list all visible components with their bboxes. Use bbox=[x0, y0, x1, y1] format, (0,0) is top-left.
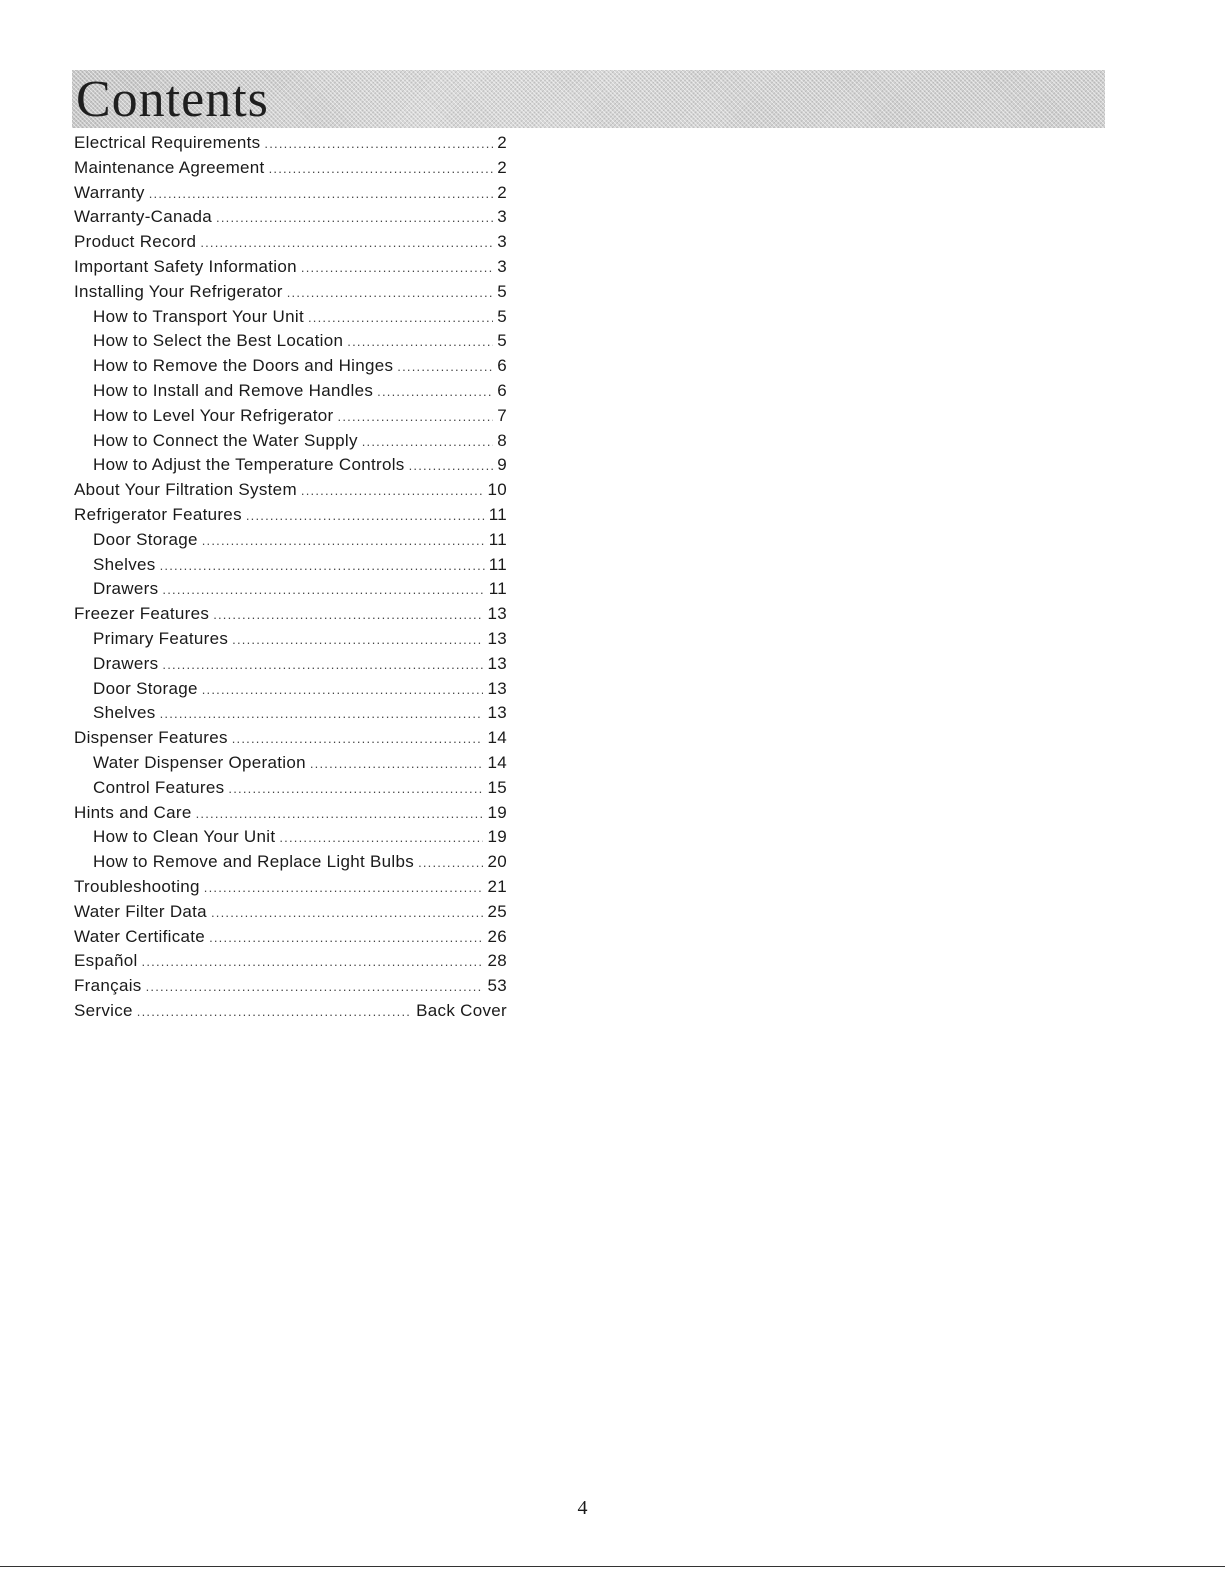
dot-leader bbox=[204, 876, 484, 901]
toc-entry-label: How to Remove and Replace Light Bulbs bbox=[93, 852, 415, 872]
toc-entry-label: Door Storage bbox=[93, 529, 198, 549]
toc-entry[interactable] bbox=[74, 131, 507, 156]
toc-entry-label: Service bbox=[74, 1000, 133, 1020]
toc-entry-page: 6 bbox=[497, 356, 507, 376]
toc-subentry[interactable] bbox=[74, 379, 507, 404]
toc-entry[interactable] bbox=[74, 726, 507, 751]
toc-entry-page: 15 bbox=[487, 777, 507, 797]
toc-entry-label: Shelves bbox=[93, 703, 156, 723]
toc-subentry[interactable] bbox=[74, 652, 507, 677]
toc-entry[interactable] bbox=[74, 602, 507, 627]
toc-entry-page: 53 bbox=[487, 976, 507, 996]
dot-leader bbox=[162, 653, 483, 678]
toc-entry-page: 5 bbox=[497, 306, 507, 326]
toc-entry-label: Water Certificate bbox=[74, 926, 206, 946]
toc-entry-label: How to Transport Your Unit bbox=[93, 306, 304, 326]
toc-entry-label: Troubleshooting bbox=[74, 876, 200, 896]
toc-entry-label: Shelves bbox=[93, 554, 156, 574]
toc-subentry[interactable] bbox=[74, 354, 507, 379]
dot-leader bbox=[362, 430, 493, 455]
toc-entry-label: Product Record bbox=[74, 232, 197, 252]
toc-entry[interactable] bbox=[74, 801, 507, 826]
toc-entry[interactable] bbox=[74, 230, 507, 255]
toc-entry-label: Français bbox=[74, 976, 142, 996]
toc-entry-page: 26 bbox=[487, 926, 507, 946]
dot-leader bbox=[216, 206, 493, 231]
dot-leader bbox=[160, 554, 485, 579]
toc-entry-label: How to Install and Remove Handles bbox=[93, 380, 374, 400]
toc-entry-page: 3 bbox=[497, 256, 507, 276]
toc-entry-page: 19 bbox=[487, 802, 507, 822]
toc-entry[interactable] bbox=[74, 974, 507, 999]
toc-entry-label: How to Connect the Water Supply bbox=[93, 430, 358, 450]
toc-entry-page: 3 bbox=[497, 207, 507, 227]
toc-entry[interactable] bbox=[74, 181, 507, 206]
toc-subentry[interactable] bbox=[74, 776, 507, 801]
toc-entry-page: 10 bbox=[487, 480, 507, 500]
toc-entry-page: 2 bbox=[497, 182, 507, 202]
toc-subentry[interactable] bbox=[74, 305, 507, 330]
toc-entry-label: Important Safety Information bbox=[74, 256, 297, 276]
toc-entry[interactable] bbox=[74, 900, 507, 925]
toc-entry-page: 28 bbox=[487, 951, 507, 971]
dot-leader bbox=[269, 157, 494, 182]
toc-entry-label: Dispenser Features bbox=[74, 728, 228, 748]
dot-leader bbox=[308, 306, 493, 331]
toc-entry-label: How to Remove the Doors and Hinges bbox=[93, 356, 394, 376]
toc-subentry[interactable] bbox=[74, 553, 507, 578]
toc-entry[interactable] bbox=[74, 205, 507, 230]
bottom-rule bbox=[0, 1566, 1225, 1567]
toc-entry[interactable] bbox=[74, 999, 507, 1024]
toc-entry-page: 5 bbox=[497, 281, 507, 301]
dot-leader bbox=[160, 702, 484, 727]
toc-subentry[interactable] bbox=[74, 577, 507, 602]
toc-entry[interactable] bbox=[74, 478, 507, 503]
dot-leader bbox=[200, 231, 493, 256]
dot-leader bbox=[338, 405, 494, 430]
toc-subentry[interactable] bbox=[74, 404, 507, 429]
toc-entry-page: 9 bbox=[497, 455, 507, 475]
dot-leader bbox=[162, 578, 484, 603]
toc-entry-label: Warranty bbox=[74, 182, 145, 202]
toc-entry-page: 2 bbox=[497, 133, 507, 152]
dot-leader bbox=[232, 628, 483, 653]
toc-entry-page: 7 bbox=[497, 405, 507, 425]
toc-entry-label: Door Storage bbox=[93, 678, 198, 698]
toc-entry-label: Maintenance Agreement bbox=[74, 157, 265, 177]
toc-entry-page: 20 bbox=[487, 852, 507, 872]
page-title: Contents bbox=[76, 71, 269, 128]
dot-leader bbox=[347, 330, 493, 355]
dot-leader bbox=[213, 603, 483, 628]
toc-entry-page: 14 bbox=[487, 752, 507, 772]
dot-leader bbox=[232, 727, 484, 752]
dot-leader bbox=[202, 678, 484, 703]
dot-leader bbox=[149, 182, 494, 207]
toc-entry-label: How to Clean Your Unit bbox=[93, 827, 276, 847]
toc-subentry[interactable] bbox=[74, 825, 507, 850]
toc-entry-label: Primary Features bbox=[93, 628, 229, 648]
toc-entry-label: Warranty-Canada bbox=[74, 207, 213, 227]
toc-entry-label: Installing Your Refrigerator bbox=[74, 281, 283, 301]
toc-entry-label: Drawers bbox=[93, 653, 159, 673]
toc-subentry[interactable] bbox=[74, 677, 507, 702]
toc-entry-label: Freezer Features bbox=[74, 604, 210, 624]
dot-leader bbox=[301, 479, 484, 504]
toc-entry-page: 25 bbox=[487, 901, 507, 921]
dot-leader bbox=[202, 529, 485, 554]
dot-leader bbox=[310, 752, 484, 777]
toc-entry-page: 11 bbox=[488, 529, 507, 549]
table-of-contents bbox=[74, 131, 507, 1024]
toc-subentry[interactable] bbox=[74, 701, 507, 726]
dot-leader bbox=[142, 950, 484, 975]
dot-leader bbox=[287, 281, 493, 306]
toc-subentry[interactable] bbox=[74, 850, 507, 875]
toc-entry-page: 19 bbox=[487, 827, 507, 847]
toc-subentry[interactable] bbox=[74, 751, 507, 776]
toc-entry-page: 13 bbox=[487, 628, 507, 648]
toc-entry-label: Electrical Requirements bbox=[74, 133, 261, 152]
toc-entry-label: Hints and Care bbox=[74, 802, 192, 822]
dot-leader bbox=[146, 975, 484, 1000]
toc-entry[interactable] bbox=[74, 280, 507, 305]
toc-entry-page: 5 bbox=[497, 331, 507, 351]
toc-entry[interactable] bbox=[74, 156, 507, 181]
toc-entry-label: How to Select the Best Location bbox=[93, 331, 344, 351]
toc-subentry[interactable] bbox=[74, 627, 507, 652]
toc-entry-label: Control Features bbox=[93, 777, 225, 797]
toc-entry-page: 2 bbox=[497, 157, 507, 177]
page-number: 4 bbox=[577, 1497, 588, 1519]
toc-entry[interactable] bbox=[74, 949, 507, 974]
toc-entry-page: 13 bbox=[487, 604, 507, 624]
toc-entry-page: 6 bbox=[497, 380, 507, 400]
toc-entry-label: Refrigerator Features bbox=[74, 504, 242, 524]
dot-leader bbox=[264, 132, 493, 157]
dot-leader bbox=[301, 256, 493, 281]
toc-subentry[interactable] bbox=[74, 453, 507, 478]
toc-entry-label: Drawers bbox=[93, 579, 159, 599]
dot-leader bbox=[209, 926, 483, 951]
dot-leader bbox=[137, 1000, 412, 1025]
dot-leader bbox=[409, 454, 494, 479]
dot-leader bbox=[228, 777, 483, 802]
toc-entry-page: 13 bbox=[487, 678, 507, 698]
toc-entry-page: Back Cover bbox=[416, 1000, 507, 1020]
toc-entry-page: 11 bbox=[488, 504, 507, 524]
toc-entry-label: How to Level Your Refrigerator bbox=[93, 405, 334, 425]
dot-leader bbox=[279, 826, 483, 851]
toc-entry[interactable] bbox=[74, 503, 507, 528]
toc-entry-page: 11 bbox=[488, 579, 507, 599]
toc-entry-label: Español bbox=[74, 951, 138, 971]
dot-leader bbox=[246, 504, 485, 529]
dot-leader bbox=[196, 802, 484, 827]
toc-entry-label: About Your Filtration System bbox=[74, 480, 297, 500]
toc-subentry[interactable] bbox=[74, 528, 507, 553]
dot-leader bbox=[211, 901, 484, 926]
toc-entry-label: How to Adjust the Temperature Controls bbox=[93, 455, 405, 475]
toc-entry-page: 3 bbox=[497, 232, 507, 252]
toc-entry-page: 8 bbox=[497, 430, 507, 450]
toc-entry-label: Water Dispenser Operation bbox=[93, 752, 306, 772]
toc-subentry[interactable] bbox=[74, 429, 507, 454]
toc-entry-page: 13 bbox=[487, 703, 507, 723]
toc-entry-page: 13 bbox=[487, 653, 507, 673]
toc-subentry[interactable] bbox=[74, 329, 507, 354]
dot-leader bbox=[418, 851, 483, 876]
toc-entry[interactable] bbox=[74, 875, 507, 900]
toc-entry-page: 14 bbox=[487, 728, 507, 748]
toc-entry[interactable] bbox=[74, 255, 507, 280]
dot-leader bbox=[397, 355, 493, 380]
toc-entry-label: Water Filter Data bbox=[74, 901, 207, 921]
dot-leader bbox=[377, 380, 493, 405]
toc-entry-page: 21 bbox=[487, 876, 507, 896]
toc-entry-page: 11 bbox=[488, 554, 507, 574]
toc-entry[interactable] bbox=[74, 925, 507, 950]
